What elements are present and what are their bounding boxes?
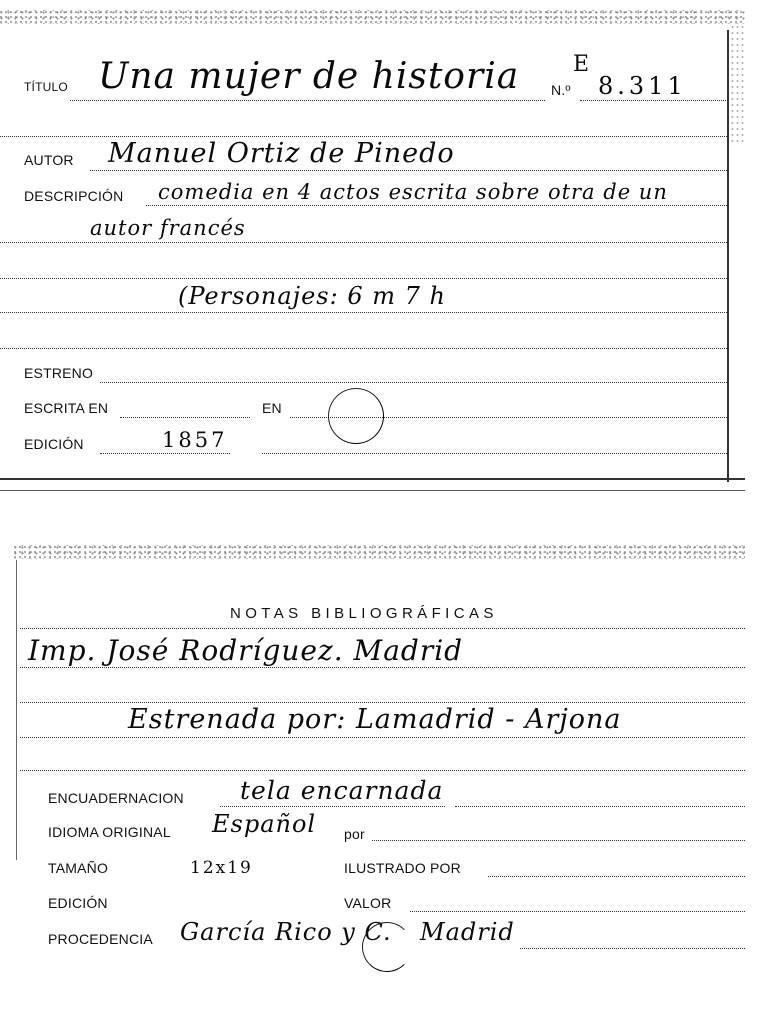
valor-line: [410, 911, 745, 912]
descripcion-line-2: [0, 242, 727, 243]
stamp-circle: [362, 922, 412, 972]
personajes-line: [0, 312, 727, 313]
descripcion-value-1: comedia en 4 actos escrita sobre otra de un: [158, 180, 668, 204]
corner-mark: E: [573, 52, 591, 77]
nota-line-2: [20, 737, 745, 738]
ruled-line: [262, 453, 727, 454]
ruled-line: [520, 948, 745, 949]
descripcion-line-1: [146, 205, 727, 206]
ruled-line: [20, 628, 745, 629]
descripcion-value-2: autor francés: [90, 216, 246, 240]
numero-value: 8.311: [598, 72, 687, 100]
scan-noise-edge: [730, 24, 744, 144]
encuadernacion-value: tela encarnada: [240, 776, 444, 805]
procedencia-city: Madrid: [420, 918, 515, 946]
encuadernacion-line: [220, 806, 445, 807]
titulo-value: Una mujer de historia: [98, 56, 520, 97]
card-separator-line: [0, 490, 745, 491]
nota-value-2: Estrenada por: Lamadrid - Arjona: [128, 704, 622, 735]
por-label: por: [344, 826, 365, 842]
escrita-en-line: [120, 417, 250, 418]
card-right-border: [727, 30, 729, 482]
estreno-line: [100, 382, 727, 383]
autor-label: AUTOR: [24, 152, 74, 168]
autor-line: [90, 170, 727, 171]
procedencia-label: PROCEDENCIA: [48, 931, 153, 947]
card-bottom-border: [0, 478, 745, 480]
ruled-line: [20, 702, 745, 703]
tamano-label: TAMAÑO: [48, 860, 109, 876]
numero-label: N.º: [551, 82, 571, 98]
estreno-label: ESTRENO: [24, 365, 94, 381]
tamano-value: 12x19: [190, 858, 253, 878]
card-left-border: [16, 560, 17, 860]
descripcion-label: DESCRIPCIÓN: [24, 188, 124, 204]
idioma-label: IDIOMA ORIGINAL: [48, 824, 171, 840]
nota-value-1: Imp. José Rodríguez. Madrid: [28, 634, 464, 667]
numero-line: [580, 100, 726, 101]
ruled-line: [0, 136, 727, 137]
ruled-line: [0, 348, 727, 349]
titulo-line: [70, 100, 545, 101]
encuadernacion-label: ENCUADERNACION: [48, 790, 184, 806]
edicion-label: EDICIÓN: [24, 436, 84, 452]
en-label: EN: [262, 400, 282, 416]
edicion-value: 1857: [162, 428, 228, 452]
por-line: [372, 840, 745, 841]
idioma-value: Español: [212, 810, 317, 838]
ruled-line: [455, 806, 745, 807]
ilustrado-line: [488, 876, 745, 877]
personajes-value: (Personajes: 6 m 7 h: [178, 282, 446, 310]
stamp-circle: [328, 388, 384, 444]
scan-noise-strip: [14, 545, 745, 559]
procedencia-value: García Rico y C.: [180, 918, 392, 946]
autor-value: Manuel Ortiz de Pinedo: [108, 138, 455, 169]
ruled-line: [20, 770, 745, 771]
ilustrado-label: ILUSTRADO POR: [344, 860, 461, 876]
nota-line-1: [20, 667, 745, 668]
titulo-label: TÍTULO: [24, 80, 68, 94]
edicion-line: [100, 453, 230, 454]
scan-noise-strip: [0, 10, 745, 24]
ruled-line: [0, 278, 727, 279]
escrita-en-label: ESCRITA EN: [24, 400, 109, 416]
valor-label: VALOR: [344, 895, 392, 911]
edicion-back-label: EDICIÓN: [48, 895, 108, 911]
notas-title: NOTAS BIBLIOGRÁFICAS: [230, 605, 498, 622]
